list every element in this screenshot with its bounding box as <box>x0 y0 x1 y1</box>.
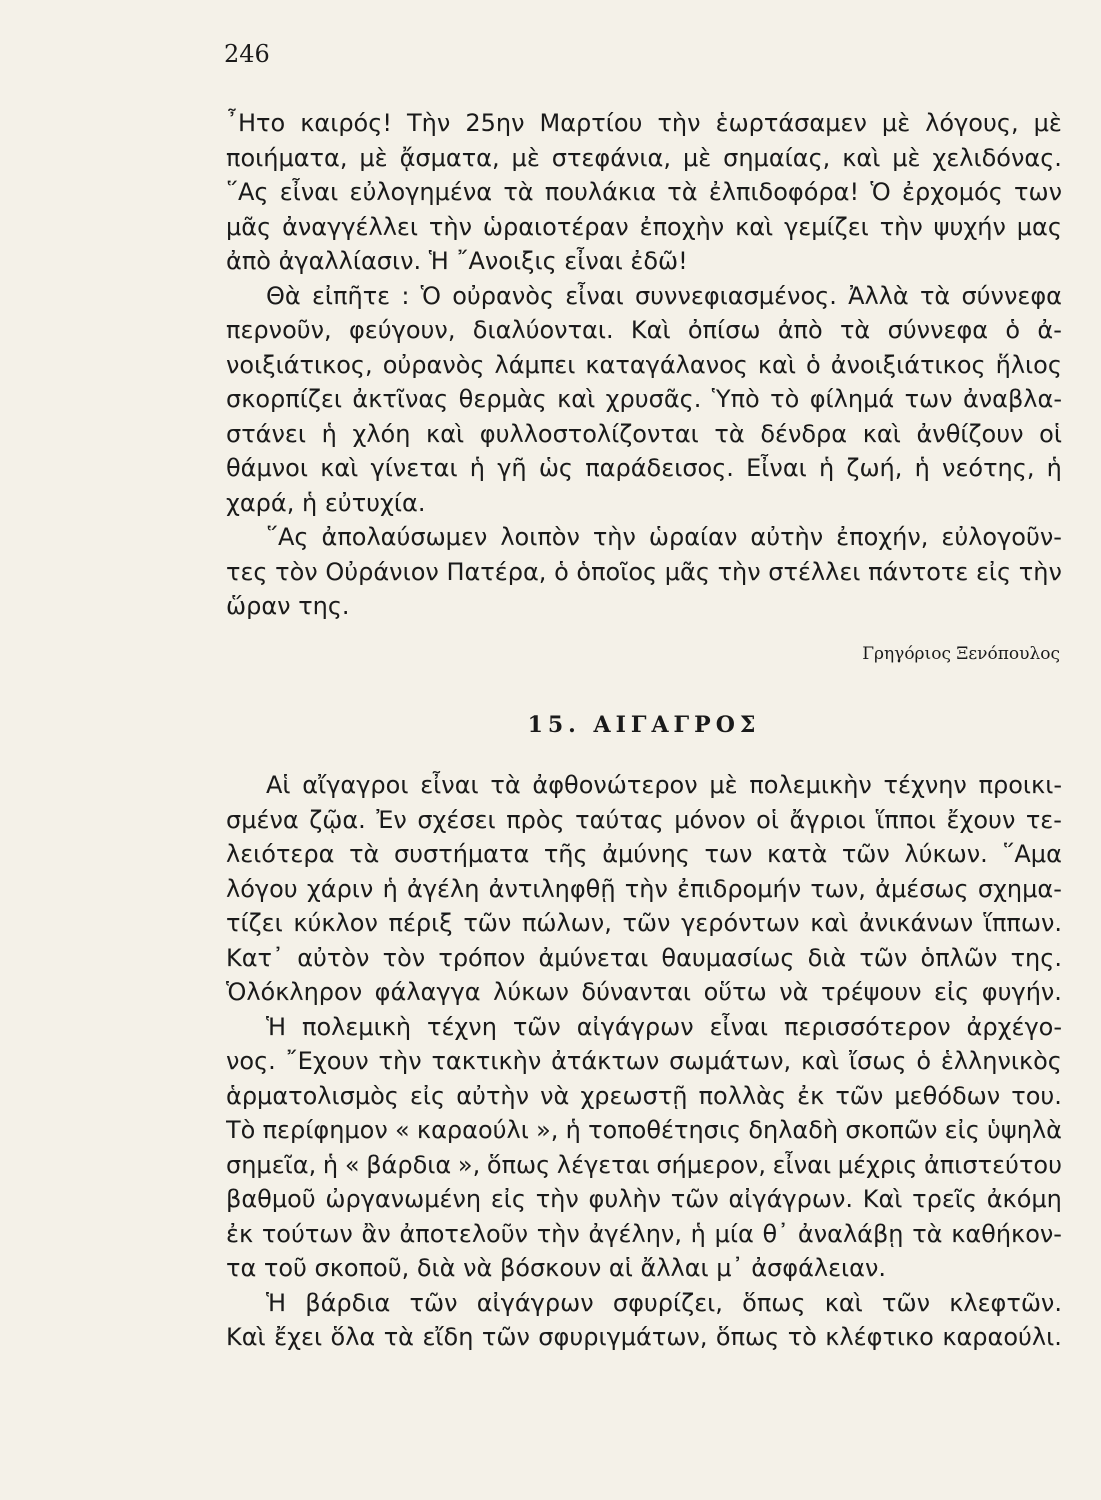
text-line: ὥραν της. <box>226 592 350 620</box>
text-line: λειότερα τὰ συστήματα τῆς ἀμύνης των κατὰ τῶν λύκων. ῞Αμα <box>226 840 1062 868</box>
text-line: χαρά, ἡ εὐτυχία. <box>226 488 426 517</box>
text-line: λόγου χάριν ἡ ἀγέλη ἀντιληφθῇ τὴν ἐπιδρομήν των, ἀμέσως σχημα- <box>226 874 1062 903</box>
text-line: Καὶ ἔχει ὅλα τὰ εἴδη τῶν σφυριγμάτων, ὅπως τὸ κλέφτικο καραούλι. <box>226 1323 1062 1351</box>
text-line: Κατ᾽ αὐτὸν τὸν τρόπον ἀμύνεται θαυμασίως διὰ τῶν ὁπλῶν της. <box>226 943 1062 972</box>
text-line: ῞Ας εἶναι εὐλογημένα τὰ πουλάκια τὰ ἐλπιδοφόρα! Ὁ ἐρχομός των <box>226 178 1062 206</box>
text-line: περνοῦν, φεύγουν, διαλύονται. Καὶ ὀπίσω ἀπὸ τὰ σύννεφα ὁ ἀ- <box>226 316 1062 344</box>
text-line: τα τοῦ σκοποῦ, διὰ νὰ βόσκουν αἱ ἄλλαι μ᾽ ἀσφάλειαν. <box>226 1254 887 1282</box>
page-number: 246 <box>224 40 270 68</box>
text-line: Αἱ αἴγαγροι εἶναι τὰ ἀφθονώτερον μὲ πολεμικὴν τέχνην προικι- <box>266 771 1062 799</box>
text-line: νοιξιάτικος, οὐρανὸς λάμπει καταγάλανος καὶ ὁ ἀνοιξιάτικος ἥλιος <box>226 350 1062 379</box>
text-line: Θὰ εἰπῆτε : Ὁ οὐρανὸς εἶναι συννεφιασμένος. Ἀλλὰ τὰ σύννεφα <box>266 281 1062 310</box>
author-signature: Γρηγόριος Ξενόπουλος <box>862 644 1060 664</box>
text-line: Ὁλόκληρον φάλαγγα λύκων δύνανται οὕτω νὰ τρέψουν εἰς φυγήν. <box>226 978 1062 1006</box>
text-line: ῏Ητο καιρός! Τὴν 25ην Μαρτίου τὴν ἑωρτάσαμεν μὲ λόγους, μὲ <box>226 109 1062 137</box>
text-line: βαθμοῦ ὠργανωμένη εἰς τὴν φυλὴν τῶν αἰγάγρων. Καὶ τρεῖς ἀκόμη <box>226 1185 1062 1213</box>
text-line: ἐκ τούτων ἂν ἀποτελοῦν τὴν ἀγέλην, ἡ μία θ᾽ ἀναλάβῃ τὰ καθήκον- <box>226 1219 1062 1248</box>
text-line: νος. ῎Εχουν τὴν τακτικὴν ἀτάκτων σωμάτων, καὶ ἴσως ὁ ἑλληνικὸς <box>226 1047 1062 1075</box>
text-line: ῞Ας ἀπολαύσωμεν λοιπὸν τὴν ὡραίαν αὐτὴν ἐποχήν, εὐλογοῦν- <box>266 523 1062 551</box>
text-line: σημεῖα, ἡ « βάρδια », ὅπως λέγεται σήμερον, εἶναι μέχρις ἀπιστεύτου <box>226 1150 1062 1179</box>
text-line: Ἡ βάρδια τῶν αἰγάγρων σφυρίζει, ὅπως καὶ τῶν κλεφτῶν. <box>266 1288 1062 1317</box>
text-line: στάνει ἡ χλόη καὶ φυλλοστολίζονται τὰ δένδρα καὶ ἀνθίζουν οἱ <box>226 419 1062 448</box>
passage-wild-goats <box>226 768 1062 1355</box>
text-line: Τὸ περίφημον « καραούλι », ἡ τοποθέτησις δηλαδὴ σκοπῶν εἰς ὑψηλὰ <box>226 1116 1062 1144</box>
section-title: 15. ΑΙΓΑΓΡΟΣ <box>527 712 761 738</box>
text-line: μᾶς ἀναγγέλλει τὴν ὡραιοτέραν ἐποχὴν καὶ γεμίζει τὴν ψυχήν μας <box>226 212 1062 241</box>
text-line: ποιήματα, μὲ ᾄσματα, μὲ στεφάνια, μὲ σημαίας, καὶ μὲ χελιδόνας. <box>226 143 1062 172</box>
passage-spring <box>226 106 1062 624</box>
text-line: σκορπίζει ἀκτῖνας θερμὰς καὶ χρυσᾶς. Ὑπὸ τὸ φίλημά των ἀναβλα- <box>226 385 1062 413</box>
text-line: τες τὸν Οὐράνιον Πατέρα, ὁ ὁποῖος μᾶς τὴν στέλλει πάντοτε εἰς τὴν <box>226 557 1062 586</box>
text-line: τίζει κύκλον πέριξ τῶν πώλων, τῶν γερόντων καὶ ἀνικάνων ἵππων. <box>226 909 1062 937</box>
text-line: ἁρματολισμὸς εἰς αὐτὴν νὰ χρεωστῇ πολλὰς ἐκ τῶν μεθόδων του. <box>226 1081 1062 1110</box>
text-line: σμένα ζῷα. Ἐν σχέσει πρὸς ταύτας μόνον οἱ ἄγριοι ἵπποι ἔχουν τε- <box>226 805 1062 834</box>
text-line: ἀπὸ ἀγαλλίασιν. Ἡ ῎Ανοιξις εἶναι ἐδῶ! <box>226 247 688 275</box>
text-line: Ἡ πολεμικὴ τέχνη τῶν αἰγάγρων εἶναι περισσότερον ἀρχέγο- <box>266 1012 1062 1041</box>
text-line: θάμνοι καὶ γίνεται ἡ γῆ ὡς παράδεισος. Εἶναι ἡ ζωή, ἡ νεότης, ἡ <box>226 454 1062 482</box>
